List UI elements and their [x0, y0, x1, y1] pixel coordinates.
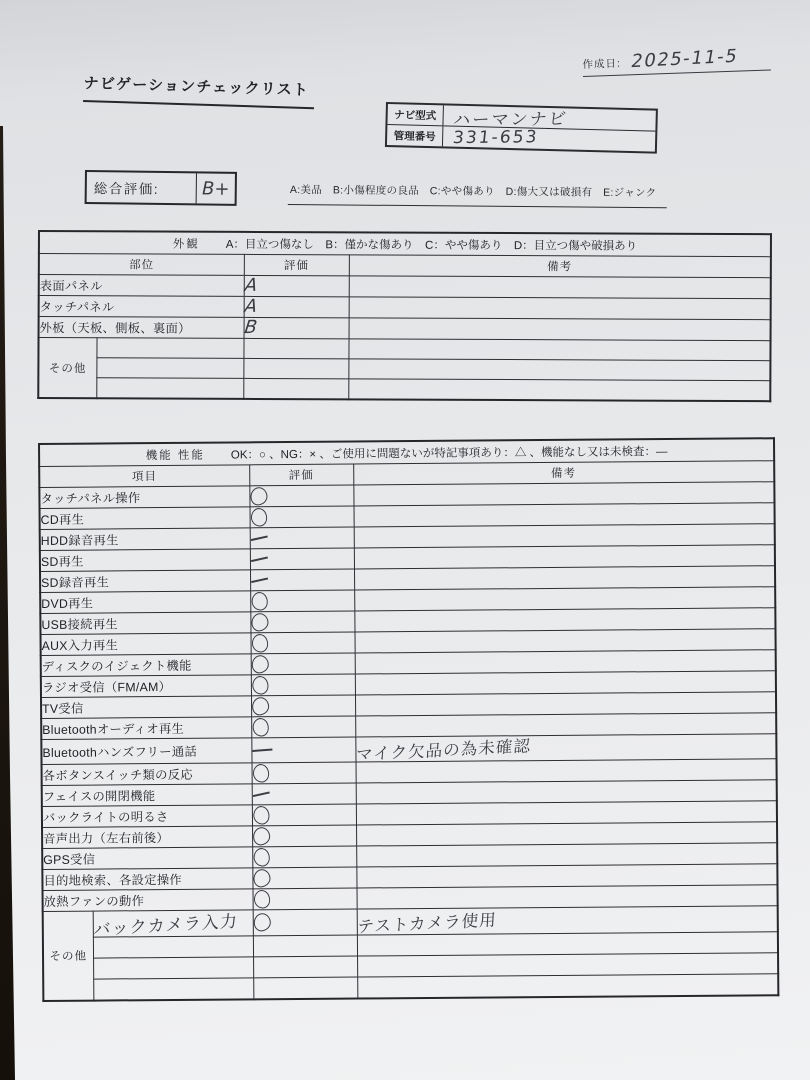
handwritten-grade: B	[242, 316, 258, 338]
remark-cell	[349, 276, 771, 299]
row-label: 外板（天板、側板、裏面）	[39, 317, 244, 339]
section-title: 外観	[172, 238, 200, 251]
row-label: ディスクのイジェクト機能	[41, 654, 251, 677]
row-label: 音声出力（左右前後）	[42, 826, 252, 849]
remark-cell	[355, 734, 776, 765]
row-label: Bluetoothオーディオ再生	[41, 717, 251, 740]
evaluation-cell	[250, 590, 354, 612]
remark-cell	[349, 318, 771, 341]
handwritten-circle-mark	[252, 805, 270, 825]
section-legend: OK：○ 、NG：× 、ご使用に問題ないが特記事項あり：△ 、機能なし又は未検査：―	[230, 445, 668, 461]
row-label: バックライトの明るさ	[42, 805, 252, 828]
section-legend: A：目立つ傷なし B：僅かな傷あり C：やや傷あり D：目立つ傷や破損あり	[225, 238, 638, 253]
row-label	[92, 910, 253, 941]
row-label	[96, 338, 243, 359]
grade-legend: A:美品 B:小傷程度の良品 C:やや傷あり D:傷大又は破損有 E:ジャンク	[288, 182, 667, 208]
evaluation-cell	[244, 275, 349, 296]
page-title: ナビゲーションチェックリスト	[83, 72, 315, 109]
other-row	[38, 378, 770, 402]
evaluation-cell	[253, 956, 357, 978]
handwritten-circle-mark	[250, 591, 268, 611]
row-label: 目的地検索、各設定操作	[42, 868, 252, 891]
row-label: Bluetoothハンズフリー通話	[41, 738, 251, 765]
remark-cell	[348, 339, 770, 361]
evaluation-cell	[250, 527, 354, 549]
handwritten-circle-mark	[252, 868, 271, 888]
evaluation-cell	[243, 338, 348, 358]
row-label: DVD再生	[40, 591, 250, 614]
evaluation-cell	[251, 737, 355, 763]
handwritten-slash-mark	[252, 791, 269, 796]
row-label: HDD録音再生	[40, 528, 250, 551]
evaluation-cell	[244, 296, 349, 317]
column-header: 評価	[249, 464, 353, 486]
row-label: SD録音再生	[40, 570, 250, 593]
handwritten-circle-mark	[252, 763, 270, 783]
handwritten-circle-mark	[251, 696, 270, 716]
row-label: 表面パネル	[39, 275, 244, 297]
row-label	[93, 936, 253, 958]
row-label: AUX入力再生	[41, 633, 251, 656]
column-header: 備考	[353, 461, 774, 485]
handwritten-circle-mark	[250, 612, 269, 632]
evaluation-cell	[243, 378, 348, 399]
overall-grade-cell	[197, 173, 235, 203]
column-header: 備考	[349, 255, 771, 278]
nav-model-label: ナビ型式	[387, 104, 443, 125]
row-label	[93, 957, 253, 979]
evaluation-cell	[252, 846, 356, 868]
remark-cell	[357, 906, 778, 935]
overall-grade-value: B+	[201, 177, 230, 200]
evaluation-cell	[252, 804, 356, 826]
created-date-value: 2025-11-5	[629, 45, 740, 73]
handwritten-circle-mark	[252, 913, 271, 933]
evaluation-cell	[250, 611, 354, 633]
nav-model-value: ハーマンナビ	[452, 108, 569, 131]
overall-grade-box	[85, 170, 237, 206]
handwritten-circle-mark	[250, 507, 268, 527]
remark-cell	[348, 359, 770, 381]
handwritten-grade: A	[242, 274, 259, 296]
handwritten-item-label: バックカメラ入力	[92, 911, 238, 941]
handwritten-grade: A	[242, 295, 258, 317]
handwritten-slash-mark	[250, 535, 267, 540]
evaluation-cell	[251, 653, 355, 675]
handwritten-circle-mark	[251, 633, 269, 653]
evaluation-cell	[253, 888, 357, 910]
remark-cell	[348, 379, 770, 401]
row-label: ラジオ受信（FM/AM）	[41, 675, 251, 698]
other-label: その他	[38, 338, 96, 399]
evaluation-cell	[253, 935, 357, 957]
evaluation-cell	[253, 977, 357, 999]
row-label: GPS受信	[42, 847, 252, 870]
evaluation-cell	[251, 695, 355, 717]
evaluation-cell	[250, 632, 354, 654]
handwritten-circle-mark	[253, 889, 271, 909]
remark-cell	[349, 297, 771, 320]
row-label: 各ボタンスイッチ類の反応	[42, 763, 252, 786]
row-label: タッチパネル操作	[39, 486, 249, 509]
row-label: USB接続再生	[40, 612, 250, 635]
function-table	[38, 437, 779, 1002]
row-label: CD再生	[40, 507, 250, 530]
section-header	[39, 231, 771, 257]
created-date-label: 作成日:	[582, 57, 622, 72]
evaluation-cell	[250, 569, 354, 591]
row-label: フェイスの開閉機能	[42, 784, 252, 807]
handwritten-slash-mark	[250, 556, 267, 561]
handwritten-circle-mark	[251, 717, 269, 737]
handwritten-circle-mark	[250, 654, 269, 674]
row-label: SD再生	[40, 549, 250, 572]
row-label	[93, 978, 253, 1001]
evaluation-cell	[250, 506, 354, 528]
row-label: タッチパネル	[39, 296, 244, 318]
evaluation-cell	[252, 867, 356, 889]
handwritten-circle-mark	[252, 826, 271, 846]
function-table	[38, 437, 779, 1002]
control-number-value: 331-653	[451, 127, 540, 149]
evaluation-cell	[252, 783, 356, 805]
column-header: 評価	[244, 254, 349, 275]
appearance-table	[37, 230, 772, 402]
handwritten-slash-mark	[251, 577, 268, 582]
row-label: TV受信	[41, 696, 251, 719]
section-header-row	[39, 231, 771, 257]
overall-grade-label: 総合評価:	[87, 172, 197, 203]
evaluation-cell	[251, 716, 355, 738]
control-number-label: 管理番号	[387, 125, 443, 146]
row-label	[96, 358, 243, 379]
control-number-value-cell	[443, 126, 538, 148]
appearance-table	[37, 230, 772, 402]
evaluation-cell	[251, 674, 355, 696]
evaluation-cell	[253, 909, 357, 936]
section-title: 機能 性能	[145, 449, 205, 462]
evaluation-cell	[249, 485, 353, 507]
handwritten-circle-mark	[251, 675, 269, 695]
handwritten-remark: マイク欠品の為未確認	[355, 736, 531, 765]
other-row	[43, 974, 778, 1001]
evaluation-cell	[252, 762, 356, 784]
handwritten-dash-mark	[252, 748, 272, 751]
row-label	[96, 378, 243, 399]
evaluation-cell	[244, 317, 349, 338]
other-label: その他	[43, 911, 94, 1001]
column-header: 項目	[39, 465, 249, 488]
evaluation-cell	[252, 825, 356, 847]
row-label: 放熱ファンの動作	[43, 889, 253, 912]
handwritten-circle-mark	[249, 486, 268, 506]
column-header: 部位	[39, 254, 244, 276]
evaluation-cell	[250, 548, 354, 570]
remark-cell	[357, 974, 778, 999]
handwritten-circle-mark	[252, 847, 270, 867]
nav-model-box	[385, 102, 658, 154]
evaluation-cell	[243, 358, 348, 378]
created-date	[582, 45, 771, 77]
handwritten-remark: テストカメラ使用	[356, 909, 497, 937]
